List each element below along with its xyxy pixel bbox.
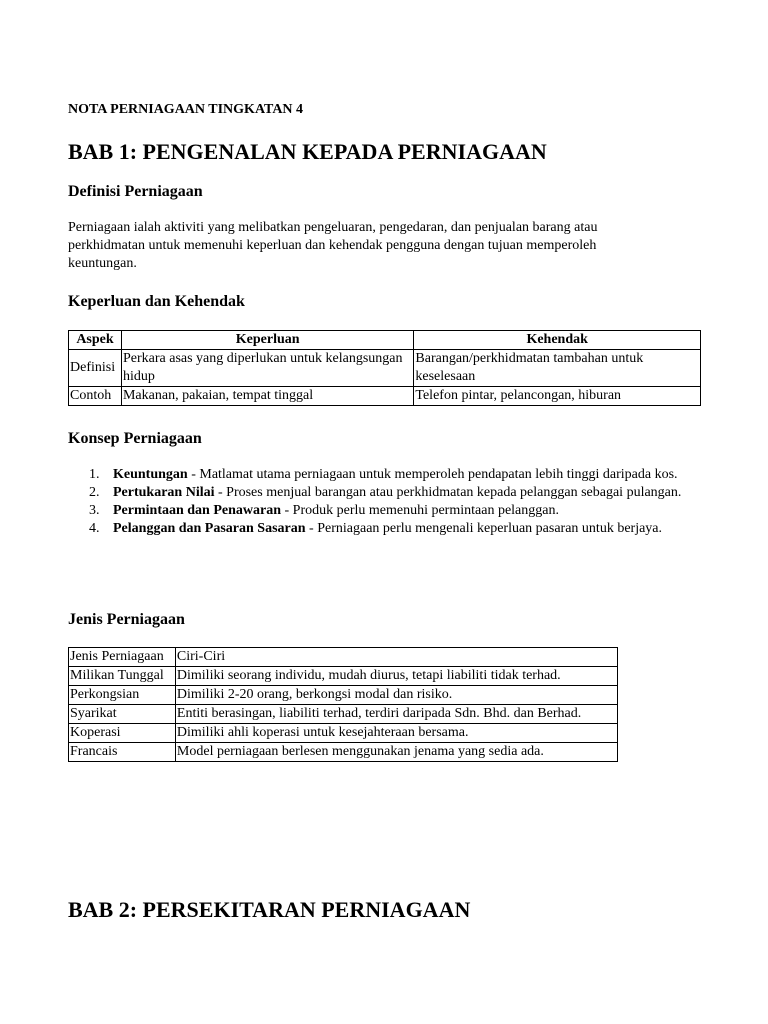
jenis-cell: Milikan Tunggal [69, 667, 176, 686]
jenis-cell: Francais [69, 743, 176, 762]
jenis-heading: Jenis Perniagaan [68, 611, 185, 628]
keperluan-cell: Makanan, pakaian, tempat tinggal [121, 387, 413, 406]
jenis-cell: Jenis Perniagaan [69, 648, 176, 667]
table-row [69, 350, 701, 387]
list-number: 2. [89, 485, 100, 500]
table-row [69, 387, 701, 406]
header-keperluan: Keperluan [121, 331, 413, 350]
list-item [68, 520, 701, 538]
keperluan-kehendak-heading: Keperluan dan Kehendak [68, 293, 245, 310]
jenis-cell: Syarikat [69, 705, 176, 724]
aspek-cell: Contoh [69, 387, 122, 406]
table-row [69, 724, 618, 743]
konsep-heading: Konsep Perniagaan [68, 430, 202, 447]
list-description: - Produk perlu memenuhi permintaan pelanggan. [281, 503, 559, 518]
keperluan-kehendak-table [68, 330, 701, 406]
jenis-perniagaan-table [68, 647, 618, 762]
keperluan-cell: Perkara asas yang diperlukan untuk kelangsungan hidup [121, 350, 413, 387]
table-row [69, 705, 618, 724]
list-description: - Perniagaan perlu mengenali keperluan pasaran untuk berjaya. [305, 521, 663, 536]
table-header-row [69, 331, 701, 350]
kehendak-cell: Barangan/perkhidmatan tambahan untuk keselesaan [414, 350, 701, 387]
list-number: 4. [89, 521, 100, 536]
list-number: 3. [89, 503, 100, 518]
header-aspek: Aspek [69, 331, 122, 350]
konsep-list [68, 466, 701, 538]
list-item [68, 466, 701, 484]
list-term: Keuntungan [113, 467, 188, 482]
ciri-cell: Dimiliki 2-20 orang, berkongsi modal dan risiko. [175, 686, 617, 705]
table-row [69, 686, 618, 705]
list-description: - Proses menjual barangan atau perkhidmatan kepada pelanggan sebagai pulangan. [214, 485, 682, 500]
aspek-cell: Definisi [69, 350, 122, 387]
header-kehendak: Kehendak [414, 331, 701, 350]
list-number: 1. [89, 467, 100, 482]
list-term: Pertukaran Nilai [113, 485, 215, 500]
list-description: - Matlamat utama perniagaan untuk memperoleh pendapatan lebih tinggi daripada kos. [187, 467, 678, 482]
ciri-cell: Ciri-Ciri [175, 648, 617, 667]
chapter-2-title: BAB 2: PERSEKITARAN PERNIAGAAN [68, 897, 471, 922]
jenis-cell: Perkongsian [69, 686, 176, 705]
document-header: NOTA PERNIAGAAN TINGKATAN 4 [68, 102, 304, 117]
list-term: Pelanggan dan Pasaran Sasaran [113, 521, 306, 536]
table-row [69, 667, 618, 686]
kehendak-cell: Telefon pintar, pelancongan, hiburan [414, 387, 701, 406]
ciri-cell: Dimiliki seorang individu, mudah diurus, tetapi liabiliti tidak terhad. [175, 667, 617, 686]
list-item [68, 484, 701, 502]
ciri-cell: Model perniagaan berlesen menggunakan jenama yang sedia ada. [175, 743, 617, 762]
ciri-cell: Dimiliki ahli koperasi untuk kesejahteraan bersama. [175, 724, 617, 743]
list-term: Permintaan dan Penawaran [113, 503, 281, 518]
table-row [69, 648, 618, 667]
definisi-heading: Definisi Perniagaan [68, 183, 203, 200]
chapter-1-title: BAB 1: PENGENALAN KEPADA PERNIAGAAN [68, 139, 547, 164]
list-item [68, 502, 701, 520]
table-row [69, 743, 618, 762]
ciri-cell: Entiti berasingan, liabiliti terhad, terdiri daripada Sdn. Bhd. dan Berhad. [175, 705, 617, 724]
definisi-paragraph: Perniagaan ialah aktiviti yang melibatkan pengeluaran, pengedaran, dan penjualan barang atau perkhidmatan untuk memenuhi keperluan dan kehendak pengguna dengan tujuan memperoleh keuntungan. [68, 220, 598, 271]
jenis-cell: Koperasi [69, 724, 176, 743]
